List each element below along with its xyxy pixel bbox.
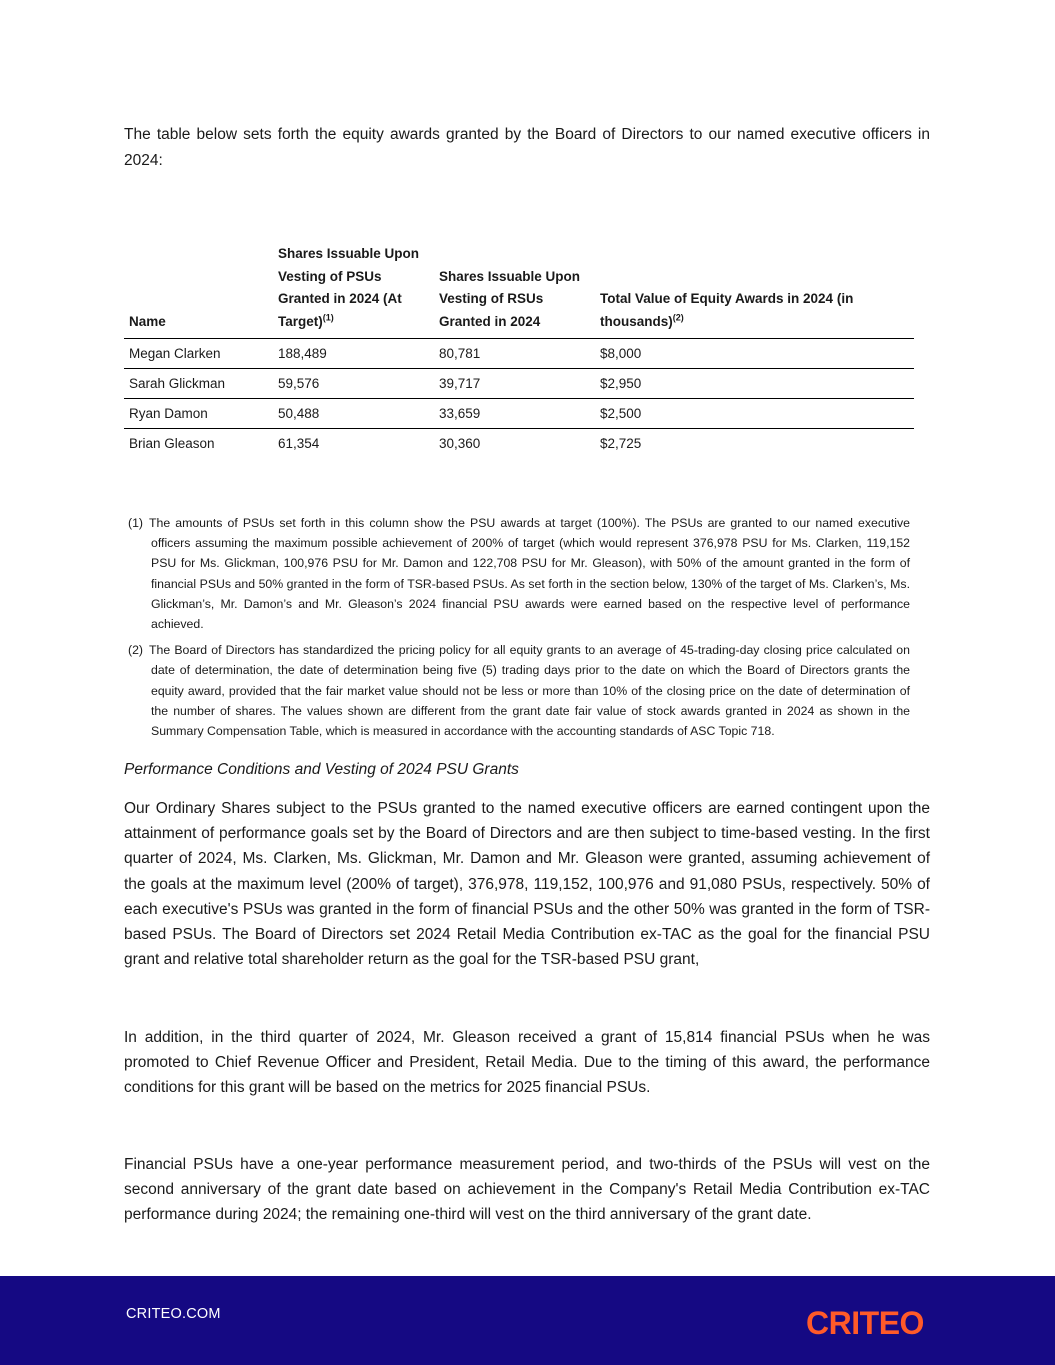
equity-awards-table [124, 243, 914, 458]
paragraph-financial-psus: Financial PSUs have a one-year performance measurement period, and two-thirds of the PSUs will vest on the second anniversary of the grant date based on achievement in the Company's Retail Media Contribution ex-TAC performance during 2024; the remaining one-third will vest on the third anniversary of the grant date. [124, 1156, 930, 1224]
page-footer [0, 1276, 1055, 1365]
footnote-2-text: The Board of Directors has standardized the pricing policy for all equity grants to an average of 45-trading-day closing price calculated on date of determination, the date of determination being five (5) trading days prior to the date on which the Board of Directors grants the equity award, provided that the fair market value should not be less or more than 10% of the closing price on the date of determination of the number of shares. The values shown are different from the grant date fair value of stock awards granted in 2024 as shown in the Summary Compensation Table, which is measured in accordance with the accounting standards of ASC Topic 718. [149, 643, 910, 739]
cell-rsu: 39,717 [434, 369, 595, 399]
table-header-row [124, 243, 914, 339]
intro-paragraph: The table below sets forth the equity awards granted by the Board of Directors to our named executive officers in 2024: [124, 126, 930, 169]
cell-psu: 61,354 [278, 436, 320, 451]
cell-value: $2,950 [595, 369, 914, 399]
cell-value: $2,500 [595, 399, 914, 429]
footnotes [128, 513, 910, 747]
paragraph-psu-conditions: Our Ordinary Shares subject to the PSUs granted to the named executive officers are earned contingent upon the attainment of performance goals set by the Board of Directors and are then subject to time-based vesting. In the first quarter of 2024, Ms. Clarken, Ms. Glickman, Mr. Damon and Mr. Gleason were granted, assuming achievement of the goals at the maximum level (200% of target), 376,978, 119,152, 100,976 and 91,080 PSUs, respectively. 50% of each executive's PSUs was granted in the form of financial PSUs and the other 50% was granted in the form of TSR-based PSUs. The Board of Directors set 2024 Retail Media Contribution ex-TAC as the goal for the financial PSU grant and relative total shareholder return as the goal for the TSR-based PSU grant, [124, 800, 930, 969]
footnote-1-text: The amounts of PSUs set forth in this column show the PSU awards at target (100%). The PSUs are granted to our named executive officers assuming the maximum possible achievement of 200% of target (which would represent 376,978 PSU for Ms. Clarken, 119,152 PSU for Ms. Glickman, 100,976 PSU for Mr. Damon and 122,708 PSU for Mr. Gleason), with 50% of the amount granted in the form of financial PSUs and 50% granted in the form of TSR-based PSUs. As set forth in the section below, 130% of the target of Ms. Clarken’s, Ms. Glickman’s, Mr. Damon’s and Mr. Gleason’s 2024 financial PSU awards were earned based on the respective level of performance achieved. [149, 516, 910, 632]
cell-rsu: 80,781 [434, 339, 595, 369]
cell-name: Brian Gleason [129, 436, 215, 451]
cell-name: Ryan Damon [124, 399, 273, 429]
cell-rsu: 30,360 [439, 436, 481, 451]
section-heading: Performance Conditions and Vesting of 2024 PSU Grants [124, 761, 519, 778]
footnote-2 [128, 640, 910, 741]
header-psu-shares: Shares Issuable Upon Vesting of PSUs Granted in 2024 (At Target)$^{(1)}$ [273, 243, 434, 339]
table-row [124, 429, 914, 459]
footer-url-link[interactable]: CRITEO.COM [126, 1306, 221, 1322]
cell-value: $8,000 [595, 339, 914, 369]
footnote-1-number: (1) [128, 516, 144, 530]
table-row [124, 339, 914, 369]
criteo-logo-text: CRITEO [806, 1305, 924, 1339]
cell-rsu: 33,659 [434, 399, 595, 429]
footnote-2-number: (2) [128, 643, 144, 658]
cell-psu: 59,576 [273, 369, 434, 399]
header-total-value: Total Value of Equity Awards in 2024 (in thousands)$^{(2)}$ [595, 243, 914, 339]
header-name: Name [124, 243, 273, 339]
cell-psu: 188,489 [273, 339, 434, 369]
header-rsu-shares: Shares Issuable Upon Vesting of RSUs Granted in 2024 [434, 243, 595, 339]
cell-psu: 50,488 [273, 399, 434, 429]
paragraph-gleason-grant: In addition, in the third quarter of 2024, Mr. Gleason received a grant of 15,814 financial PSUs when he was promoted to Chief Revenue Officer and President, Retail Media. Due to the timing of this award, the performance conditions for this grant will be based on the metrics for 2025 financial PSUs. [124, 1029, 930, 1097]
cell-value: $2,725 [600, 436, 642, 451]
criteo-logo [800, 1303, 930, 1339]
cell-name: Megan Clarken [124, 339, 273, 369]
table-row [124, 369, 914, 399]
cell-name: Sarah Glickman [124, 369, 273, 399]
table-row [124, 399, 914, 429]
footnote-1 [128, 513, 910, 634]
